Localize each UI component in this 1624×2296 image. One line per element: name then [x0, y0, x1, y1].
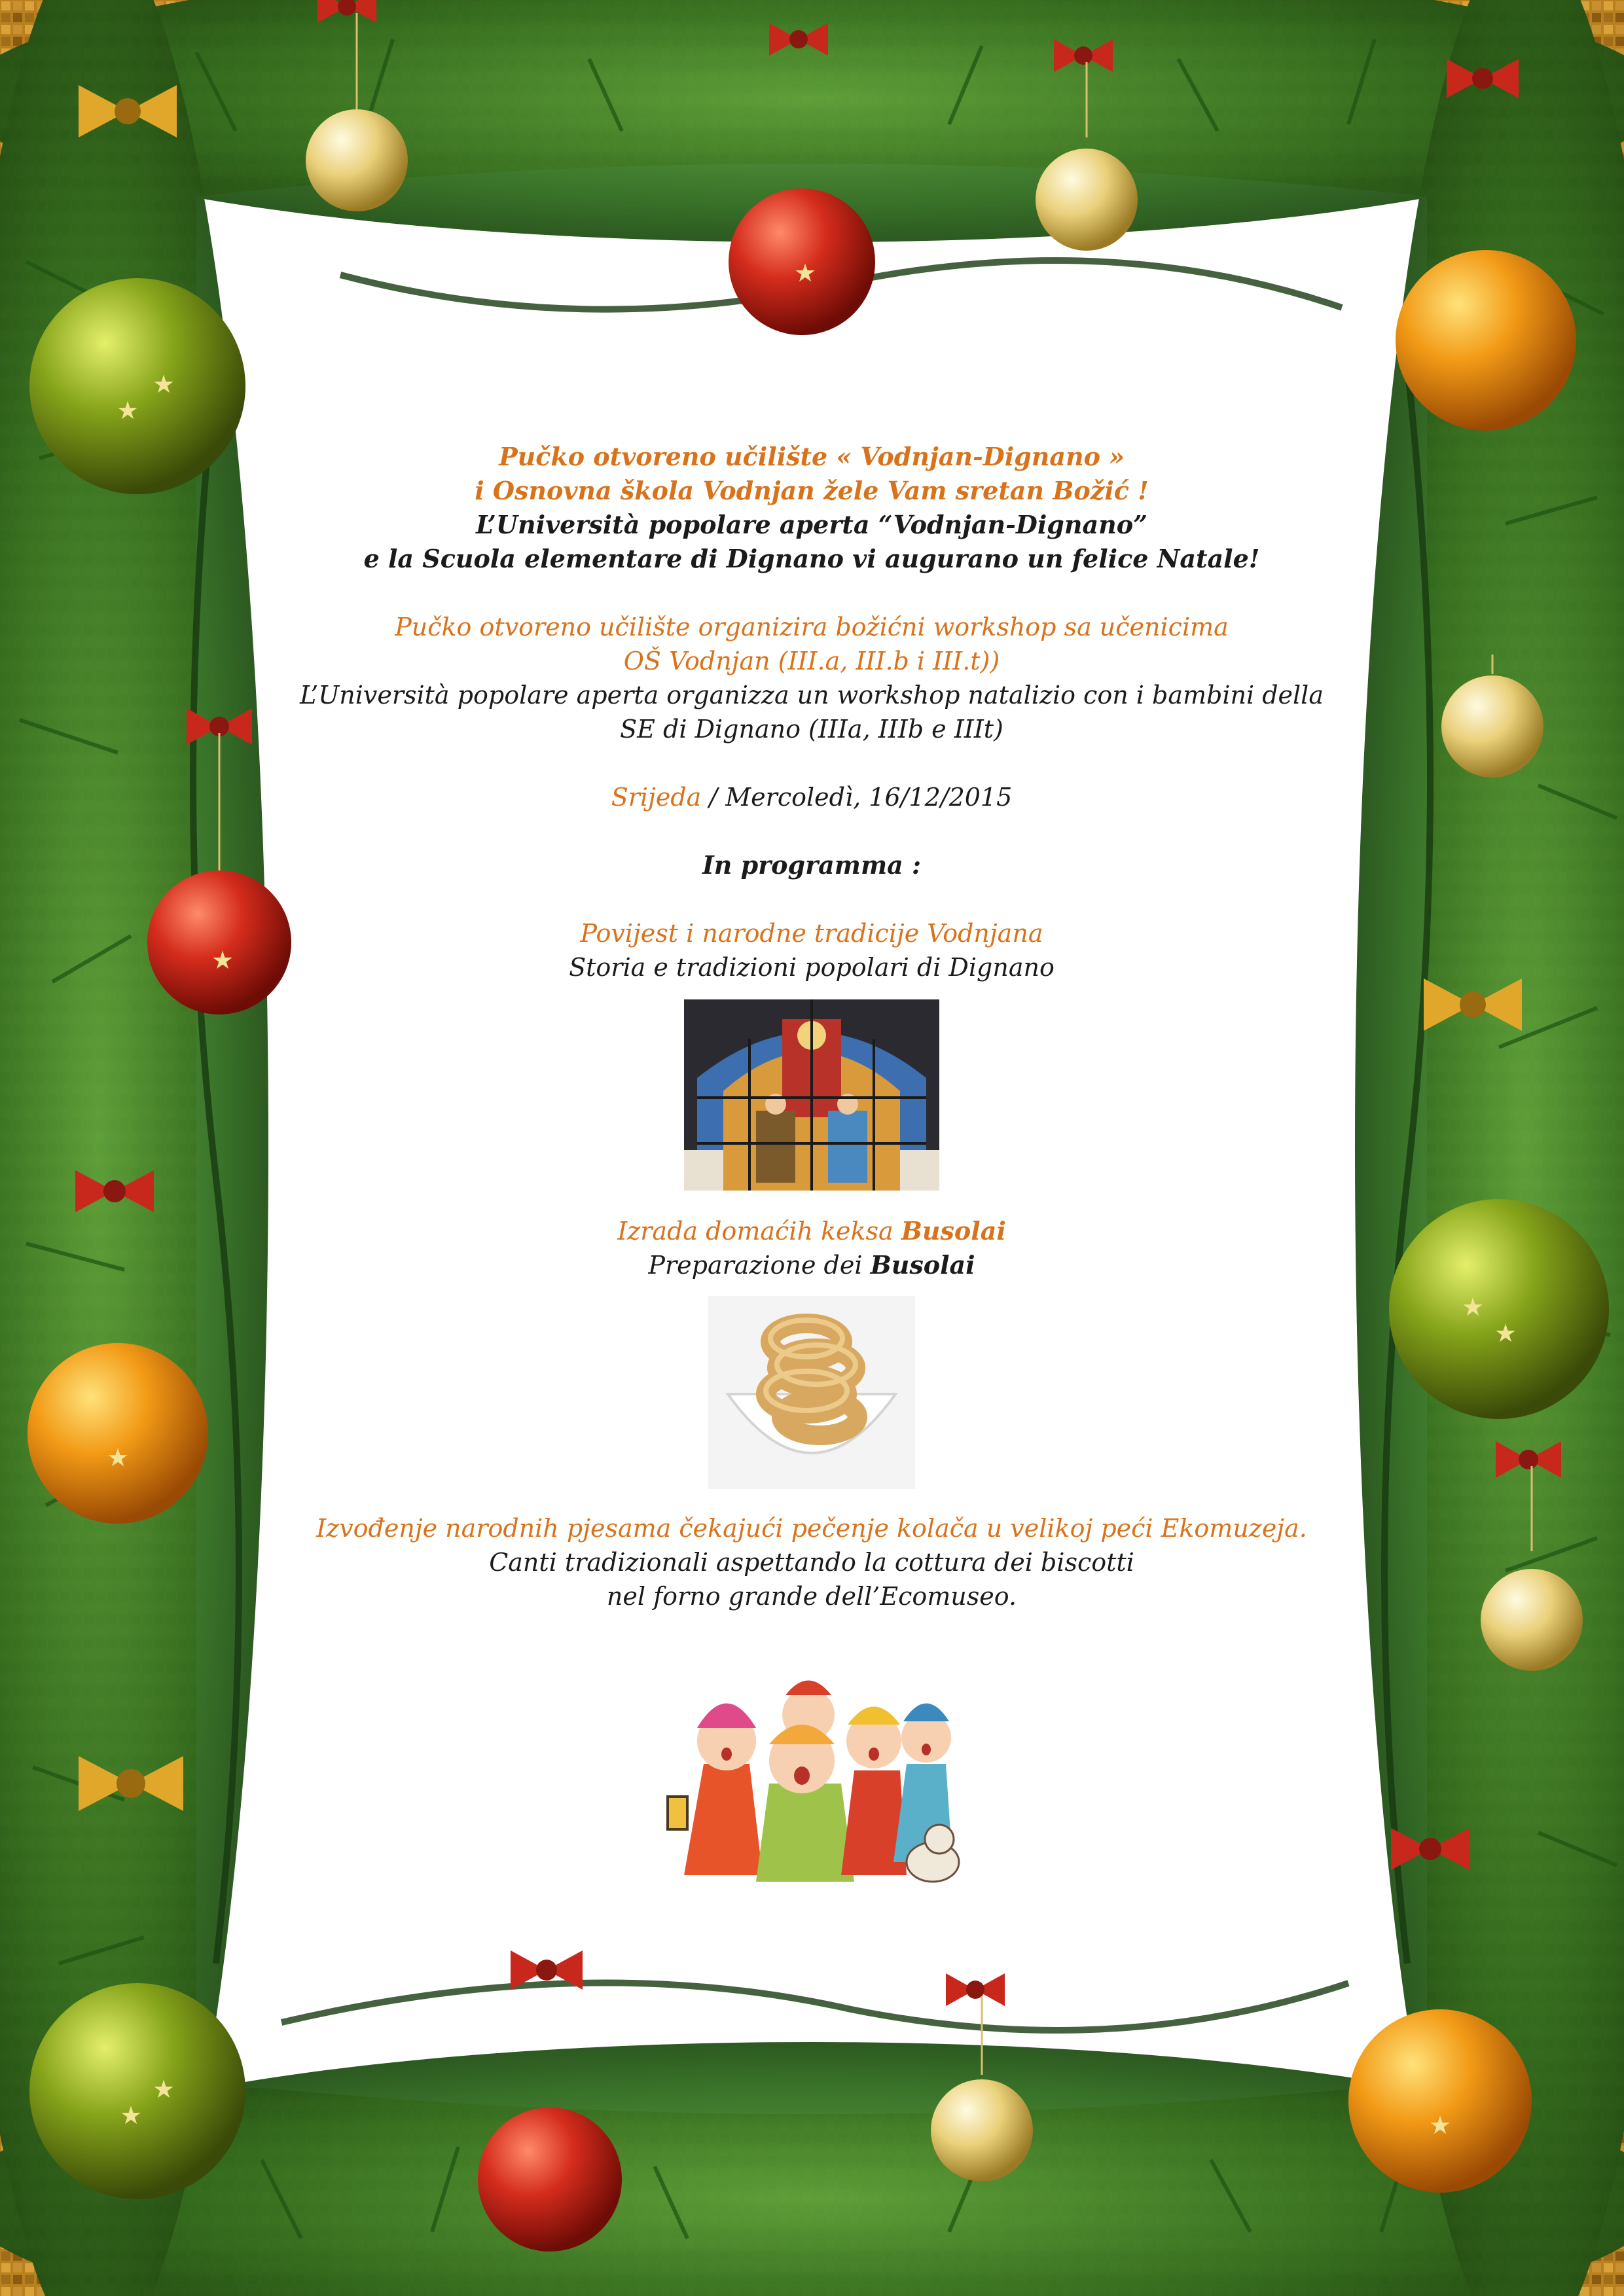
item-2-it-busolai: Busolai [870, 1250, 975, 1280]
svg-text:★: ★ [211, 946, 234, 975]
workshop-it-line-1: L’Università popolare aperta organizza un workshop natalizio con i bambini della [300, 681, 1324, 709]
item-2-hr-busolai: Busolai [901, 1216, 1006, 1246]
item-3-it-line-1: Canti tradizionali aspettando la cottura dei biscotti [489, 1548, 1134, 1577]
carol-singers-icon [658, 1666, 979, 1895]
item-1-hr: Povijest i narodne tradicije Vodnjana [580, 919, 1043, 948]
biscuits-bowl-icon [708, 1296, 915, 1489]
svg-text:★: ★ [152, 370, 175, 399]
item-3-it-line-2: nel forno grande dell’Ecomuseo. [606, 1582, 1017, 1611]
item-3-hr: Izvođenje narodnih pjesama čekajući pečenje kolača u velikoj peći Ekomuzeja. [316, 1514, 1307, 1543]
date-hr: Srijeda [611, 783, 702, 812]
program-heading: In programma : [702, 850, 922, 880]
svg-text:★: ★ [119, 2101, 143, 2130]
header-hr-line-2: i Osnovna škola Vodnjan žele Vam sretan Božić ! [475, 476, 1149, 505]
date-it: Mercoledì, 16/12/2015 [725, 783, 1013, 812]
header-hr-line-1: Pučko otvoreno učilište « Vodnjan-Dignano » [499, 442, 1125, 471]
item-3-text [262, 1511, 1362, 1613]
workshop-hr-line-2: OŠ Vodnjan (III.a, III.b i III.t)) [623, 647, 1000, 675]
item-1-it: Storia e tradizioni popolari di Dignano [569, 953, 1055, 982]
svg-text:★: ★ [1461, 1293, 1485, 1321]
date-separator: / [701, 783, 726, 812]
invitation-text [262, 440, 1362, 984]
workshop-it-line-2: SE di Dignano (IIIa, IIIb e IIIt) [620, 715, 1003, 744]
svg-text:★: ★ [106, 1443, 130, 1472]
svg-text:★: ★ [1428, 2111, 1452, 2140]
item-2-it-text: Preparazione dei [648, 1251, 871, 1280]
item-2-text [262, 1214, 1362, 1282]
svg-text:★: ★ [793, 259, 817, 287]
item-2-hr [262, 1214, 1362, 1248]
header-it-line-2: e la Scuola elementare di Dignano vi augurano un felice Natale! [363, 544, 1260, 573]
stained-glass-icon [684, 999, 939, 1191]
header-it-line-1: L’Università popolare aperta “Vodnjan-Dignano” [476, 510, 1147, 539]
event-date [262, 780, 1362, 814]
svg-text:★: ★ [116, 396, 139, 425]
svg-text:★: ★ [1494, 1319, 1517, 1348]
item-2-hr-text: Izrada domaćih keksa [617, 1217, 901, 1246]
svg-text:★: ★ [152, 2075, 175, 2104]
item-2-it [262, 1248, 1362, 1282]
workshop-hr-line-1: Pučko otvoreno učilište organizira božićni workshop sa učenicima [395, 613, 1229, 641]
